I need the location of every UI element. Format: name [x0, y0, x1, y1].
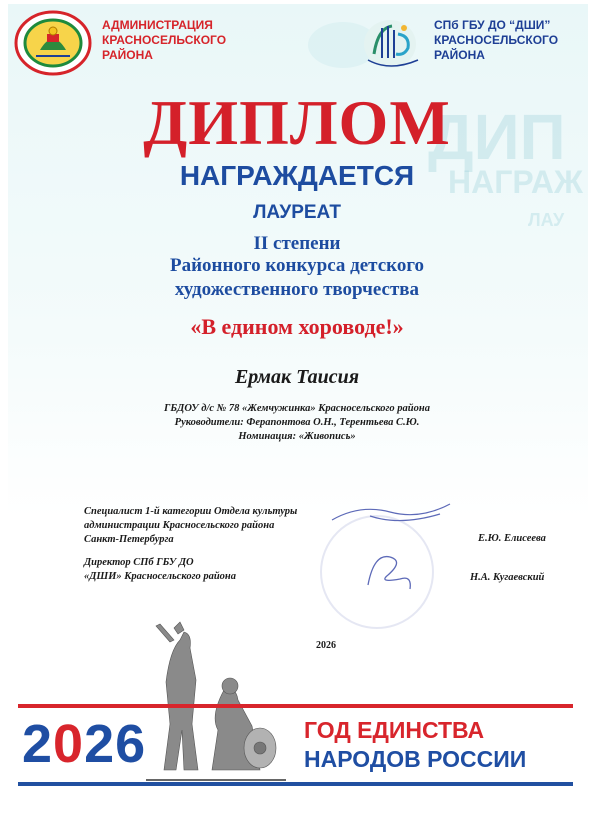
art-school-emblem-icon [360, 14, 424, 76]
degree-line-2: Районного конкурса детского [169, 255, 425, 276]
first-title-line-3: Санкт-Петербурга [84, 534, 174, 545]
first-title-line-2: администрации Красносельского района [84, 520, 275, 531]
banner-year-digit-1: 2 [22, 714, 54, 774]
org-left-line-3: РАЙОНА [102, 48, 153, 62]
signature-eliseeva [330, 498, 460, 528]
org-right-line-3: РАЙОНА [434, 48, 485, 62]
banner-blue-stripe [18, 782, 573, 786]
signature-kugaevsky [360, 545, 420, 595]
laureate-label: ЛАУРЕАТ [253, 202, 341, 223]
degree-text [0, 230, 594, 303]
first-signatory-name: Е.Ю. Елисеева [478, 533, 546, 544]
banner-year-digit-4: 6 [115, 714, 147, 774]
supervisors-line: Руководители: Ферапонтова О.Н., Терентьева С.Ю. [174, 417, 420, 428]
banner-year-digit-2: 0 [53, 714, 85, 774]
diploma-title: ДИПЛОМ [143, 87, 451, 158]
watermark-laureate: ЛАУ [528, 210, 565, 230]
district-emblem-icon [14, 10, 92, 76]
org-right-line-2: КРАСНОСЕЛЬСКОГО [434, 33, 559, 47]
second-title-line-1: Директор СПб ГБУ ДО [84, 557, 194, 568]
banner-year-digit-3: 2 [84, 714, 116, 774]
institution-line: ГБДОУ д/с № 78 «Жемчужинка» Красносельского района [164, 403, 430, 414]
watermark-title: ДИП [428, 101, 566, 173]
art-school-name [434, 18, 558, 63]
first-signatory-title [84, 505, 297, 547]
degree-line-1: II степени [253, 233, 341, 254]
banner-slogan [304, 716, 526, 774]
slogan-line-1: ГОД ЕДИНСТВА [304, 717, 485, 743]
org-left-line-1: АДМИНИСТРАЦИЯ [102, 18, 213, 32]
district-administration-name [102, 18, 226, 63]
nomination-line: Номинация: «Живопись» [238, 431, 356, 442]
awarded-heading: НАГРАЖДАЕТСЯ [179, 160, 415, 191]
banner-red-stripe [18, 704, 573, 708]
second-signatory-title [84, 556, 236, 584]
banner-year [22, 714, 146, 774]
recipient-name: Ермак Таисия [234, 366, 360, 388]
slogan-line-2: НАРОДОВ РОССИИ [304, 746, 527, 772]
second-title-line-2: «ДШИ» Красносельского района [84, 571, 237, 582]
org-right-line-1: СПб ГБУ ДО “ДШИ” [434, 18, 551, 32]
issue-year: 2026 [316, 640, 336, 651]
degree-line-3: художественного творчества [174, 279, 420, 300]
org-left-line-2: КРАСНОСЕЛЬСКОГО [102, 33, 227, 47]
watermark-awarded: НАГРАЖ [448, 164, 583, 200]
first-title-line-1: Специалист 1-й категории Отдела культуры [84, 506, 298, 517]
contest-name: «В едином хороводе!» [190, 314, 404, 339]
recipient-details [0, 402, 594, 444]
minin-pozharsky-monument-icon [140, 620, 290, 785]
second-signatory-name: Н.А. Кугаевский [470, 572, 545, 583]
